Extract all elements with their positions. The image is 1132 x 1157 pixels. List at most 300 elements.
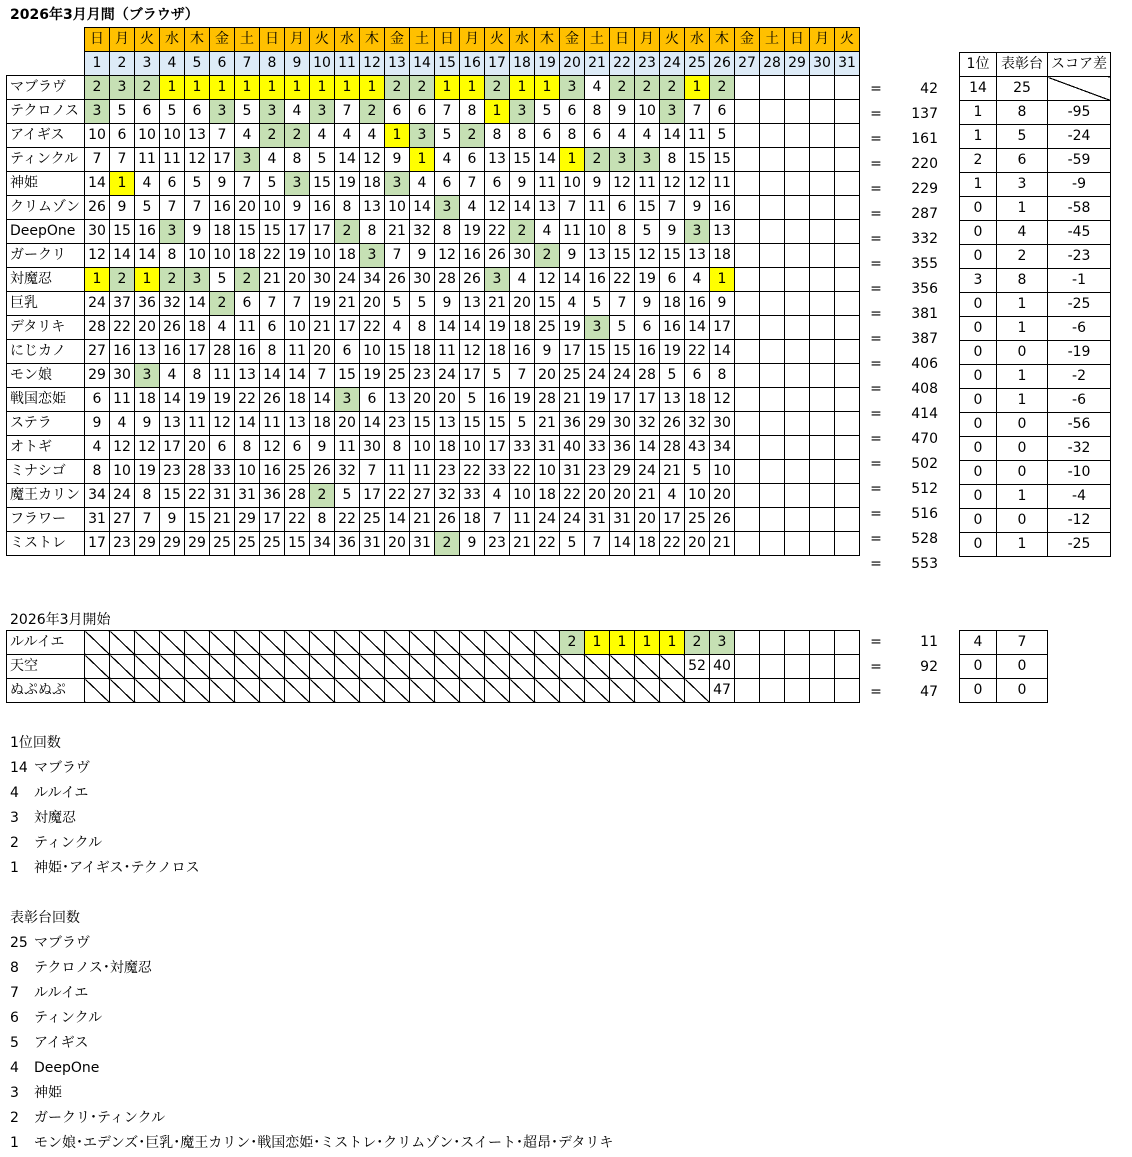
empty-cell bbox=[735, 172, 760, 196]
rank-cell: 22 bbox=[485, 220, 510, 244]
empty-cell bbox=[810, 268, 835, 292]
rank-cell: 28 bbox=[210, 340, 235, 364]
rank-cell: 11 bbox=[635, 172, 660, 196]
total-score: 229 bbox=[911, 181, 938, 197]
rank-cell: 11 bbox=[585, 196, 610, 220]
score-diff: -59 bbox=[1048, 149, 1111, 173]
rank-cell: 23 bbox=[385, 412, 410, 436]
empty-cell bbox=[760, 76, 785, 100]
rank-cell: 9 bbox=[585, 172, 610, 196]
rank-cell: 2 bbox=[610, 76, 635, 100]
total-score: 11 bbox=[920, 634, 938, 650]
rank-cell: 15 bbox=[535, 292, 560, 316]
rank-cell: 21 bbox=[660, 460, 685, 484]
rank-cell: 15 bbox=[585, 340, 610, 364]
title-names: テクロノス･対魔忍 bbox=[34, 960, 152, 976]
score-diff: -58 bbox=[1048, 197, 1111, 221]
rank-cell: 25 bbox=[260, 532, 285, 556]
rank-cell: 12 bbox=[185, 148, 210, 172]
rank-cell: 7 bbox=[335, 100, 360, 124]
rank-cell: 18 bbox=[360, 172, 385, 196]
rank-cell: 31 bbox=[210, 484, 235, 508]
rank-cell: 11 bbox=[685, 124, 710, 148]
total-score: 161 bbox=[911, 131, 938, 147]
empty-cell bbox=[760, 532, 785, 556]
rank-cell: 32 bbox=[160, 292, 185, 316]
day-number-cell: 21 bbox=[585, 52, 610, 76]
empty-cell bbox=[735, 508, 760, 532]
equals-sign: = bbox=[870, 181, 882, 197]
rank-cell: 6 bbox=[710, 100, 735, 124]
rank-cell: 8 bbox=[135, 484, 160, 508]
rank-cell: 24 bbox=[635, 460, 660, 484]
equals-sign: = bbox=[870, 81, 882, 97]
hatched-cell bbox=[185, 679, 210, 703]
empty-cell bbox=[785, 100, 810, 124]
rank-cell: 5 bbox=[235, 100, 260, 124]
new-titles-table bbox=[6, 630, 860, 703]
equals-sign: = bbox=[870, 506, 882, 522]
hatched-cell bbox=[610, 655, 635, 679]
title-names: ティンクル bbox=[34, 835, 103, 851]
rank-cell: 2 bbox=[360, 100, 385, 124]
rank-cell: 10 bbox=[110, 460, 135, 484]
rank-cell: 12 bbox=[460, 340, 485, 364]
rank-cell: 1 bbox=[660, 631, 685, 655]
title-names: ティンクル bbox=[34, 1010, 103, 1026]
hatched-cell bbox=[135, 655, 160, 679]
stats-row bbox=[960, 77, 1111, 101]
weekday-cell: 月 bbox=[110, 28, 135, 52]
empty-cell bbox=[760, 292, 785, 316]
rank-cell: 15 bbox=[260, 220, 285, 244]
day-number-cell: 13 bbox=[385, 52, 410, 76]
rank-cell: 4 bbox=[235, 124, 260, 148]
rank-cell: 6 bbox=[135, 100, 160, 124]
empty-cell bbox=[835, 244, 860, 268]
rank-cell: 2 bbox=[335, 220, 360, 244]
rank-cell: 17 bbox=[285, 220, 310, 244]
table-row bbox=[7, 220, 860, 244]
stats-header: スコア差 bbox=[1048, 53, 1111, 77]
empty-cell bbox=[810, 292, 835, 316]
empty-cell bbox=[760, 412, 785, 436]
empty-cell bbox=[785, 76, 810, 100]
weekday-cell: 金 bbox=[385, 28, 410, 52]
empty-cell bbox=[760, 631, 785, 655]
rank-cell: 29 bbox=[585, 412, 610, 436]
table-row bbox=[7, 631, 860, 655]
rank-cell: 32 bbox=[410, 220, 435, 244]
empty-cell bbox=[810, 460, 835, 484]
rank-cell: 24 bbox=[110, 484, 135, 508]
rank-cell: 2 bbox=[710, 76, 735, 100]
equals-sign: = bbox=[870, 634, 882, 650]
rank-cell: 3 bbox=[385, 172, 410, 196]
day-number-cell: 5 bbox=[185, 52, 210, 76]
rank-cell: 3 bbox=[435, 196, 460, 220]
rank-cell: 2 bbox=[285, 124, 310, 148]
first-count: 0 bbox=[960, 533, 997, 557]
rank-cell: 36 bbox=[335, 532, 360, 556]
rank-cell: 31 bbox=[85, 508, 110, 532]
empty-cell bbox=[810, 172, 835, 196]
rank-cell: 1 bbox=[435, 76, 460, 100]
rank-cell: 11 bbox=[210, 364, 235, 388]
hatched-cell bbox=[260, 679, 285, 703]
rank-cell: 1 bbox=[135, 268, 160, 292]
count-number: 2 bbox=[10, 835, 19, 851]
table-row bbox=[7, 460, 860, 484]
empty-cell bbox=[785, 679, 810, 703]
rank-cell: 19 bbox=[585, 388, 610, 412]
hatched-cell bbox=[485, 655, 510, 679]
rank-cell: 21 bbox=[335, 292, 360, 316]
rank-cell: 8 bbox=[310, 508, 335, 532]
rank-cell: 8 bbox=[660, 148, 685, 172]
total-score: 406 bbox=[911, 356, 938, 372]
weekday-cell: 日 bbox=[435, 28, 460, 52]
rank-cell: 5 bbox=[685, 460, 710, 484]
hatched-cell bbox=[435, 679, 460, 703]
rank-cell: 9 bbox=[110, 196, 135, 220]
title-names: マブラヴ bbox=[34, 760, 90, 776]
list-item bbox=[10, 1006, 613, 1031]
rank-cell: 16 bbox=[260, 460, 285, 484]
score-diff: -6 bbox=[1048, 317, 1111, 341]
empty-cell bbox=[735, 532, 760, 556]
rank-cell: 33 bbox=[510, 436, 535, 460]
rank-cell: 4 bbox=[135, 172, 160, 196]
weekday-cell: 土 bbox=[235, 28, 260, 52]
empty-cell bbox=[785, 412, 810, 436]
new-stats-table bbox=[959, 630, 1048, 703]
rank-cell: 6 bbox=[410, 100, 435, 124]
rank-cell: 7 bbox=[110, 148, 135, 172]
rank-cell: 9 bbox=[185, 220, 210, 244]
rank-cell: 2 bbox=[410, 76, 435, 100]
title-name: テクロノス bbox=[7, 100, 85, 124]
empty-cell bbox=[735, 124, 760, 148]
empty-cell bbox=[835, 412, 860, 436]
empty-cell bbox=[810, 100, 835, 124]
rank-cell: 5 bbox=[485, 364, 510, 388]
rank-cell: 31 bbox=[585, 508, 610, 532]
rank-cell: 4 bbox=[285, 100, 310, 124]
rank-cell: 3 bbox=[135, 364, 160, 388]
rank-cell: 10 bbox=[410, 436, 435, 460]
rank-cell: 1 bbox=[410, 148, 435, 172]
rank-cell: 13 bbox=[660, 388, 685, 412]
rank-cell: 2 bbox=[660, 76, 685, 100]
equals-sign: = bbox=[870, 456, 882, 472]
empty-cell bbox=[735, 292, 760, 316]
rank-cell: 10 bbox=[460, 436, 485, 460]
rank-cell: 6 bbox=[85, 388, 110, 412]
empty-cell bbox=[835, 436, 860, 460]
total-score: 512 bbox=[911, 481, 938, 497]
title-name: フラワー bbox=[7, 508, 85, 532]
title-name: ガークリ bbox=[7, 244, 85, 268]
hatched-cell bbox=[485, 679, 510, 703]
hatched-cell bbox=[485, 631, 510, 655]
rank-cell: 11 bbox=[235, 316, 260, 340]
day-number-cell: 24 bbox=[660, 52, 685, 76]
rank-cell: 8 bbox=[710, 364, 735, 388]
new-titles-heading: 2026年3月開始 bbox=[10, 612, 111, 628]
rank-cell: 1 bbox=[260, 76, 285, 100]
rank-cell: 10 bbox=[85, 124, 110, 148]
rank-cell: 10 bbox=[360, 340, 385, 364]
day-number-cell: 23 bbox=[635, 52, 660, 76]
rank-cell: 2 bbox=[485, 76, 510, 100]
total-score: 528 bbox=[911, 531, 938, 547]
rank-cell: 14 bbox=[410, 196, 435, 220]
hatched-cell bbox=[85, 655, 110, 679]
rank-cell: 29 bbox=[85, 364, 110, 388]
rank-cell: 6 bbox=[535, 124, 560, 148]
rank-cell: 26 bbox=[435, 508, 460, 532]
empty-cell bbox=[785, 532, 810, 556]
rank-cell: 7 bbox=[285, 292, 310, 316]
hatched-cell bbox=[560, 679, 585, 703]
rank-cell: 25 bbox=[535, 316, 560, 340]
rank-cell: 22 bbox=[110, 316, 135, 340]
empty-cell bbox=[810, 532, 835, 556]
rank-cell: 47 bbox=[710, 679, 735, 703]
rank-cell: 15 bbox=[460, 412, 485, 436]
rank-cell: 2 bbox=[435, 532, 460, 556]
rank-cell: 19 bbox=[285, 244, 310, 268]
rank-cell: 7 bbox=[360, 460, 385, 484]
table-row bbox=[7, 196, 860, 220]
rank-cell: 11 bbox=[335, 436, 360, 460]
empty-cell bbox=[810, 388, 835, 412]
title-names: 神姫･アイギス･テクノロス bbox=[34, 860, 200, 876]
rank-cell: 6 bbox=[360, 388, 385, 412]
total-score: 387 bbox=[911, 331, 938, 347]
rank-cell: 20 bbox=[610, 484, 635, 508]
score-diff: -6 bbox=[1048, 389, 1111, 413]
rank-cell: 3 bbox=[110, 76, 135, 100]
rank-cell: 32 bbox=[335, 460, 360, 484]
rank-cell: 7 bbox=[510, 364, 535, 388]
rank-cell: 17 bbox=[360, 484, 385, 508]
rank-cell: 4 bbox=[460, 196, 485, 220]
podium-count: 4 bbox=[997, 221, 1048, 245]
first-count: 0 bbox=[960, 221, 997, 245]
rank-cell: 9 bbox=[210, 172, 235, 196]
rank-cell: 12 bbox=[135, 436, 160, 460]
stats-row bbox=[960, 149, 1111, 173]
rank-cell: 3 bbox=[260, 100, 285, 124]
title-name: 魔王カリン bbox=[7, 484, 85, 508]
rank-cell: 52 bbox=[685, 655, 710, 679]
rank-cell: 10 bbox=[135, 124, 160, 148]
score-diff: -56 bbox=[1048, 413, 1111, 437]
empty-cell bbox=[785, 124, 810, 148]
count-number: 14 bbox=[10, 760, 28, 776]
title-names: マブラヴ bbox=[34, 935, 90, 951]
rank-cell: 2 bbox=[135, 76, 160, 100]
hatched-cell bbox=[185, 631, 210, 655]
rank-cell: 26 bbox=[85, 196, 110, 220]
empty-cell bbox=[785, 340, 810, 364]
rank-cell: 24 bbox=[435, 364, 460, 388]
rank-cell: 28 bbox=[535, 388, 560, 412]
table-row bbox=[7, 655, 860, 679]
score-diff: -12 bbox=[1048, 509, 1111, 533]
empty-cell bbox=[760, 508, 785, 532]
total-score: 502 bbox=[911, 456, 938, 472]
empty-cell bbox=[810, 316, 835, 340]
podium-count: 3 bbox=[997, 173, 1048, 197]
rank-cell: 4 bbox=[635, 124, 660, 148]
rank-cell: 18 bbox=[335, 244, 360, 268]
first-count: 0 bbox=[960, 317, 997, 341]
rank-cell: 8 bbox=[510, 124, 535, 148]
rank-cell: 13 bbox=[385, 388, 410, 412]
table-row bbox=[7, 484, 860, 508]
day-number-cell: 7 bbox=[235, 52, 260, 76]
rank-cell: 9 bbox=[160, 508, 185, 532]
count-number: 4 bbox=[10, 1060, 19, 1076]
rank-cell: 27 bbox=[110, 508, 135, 532]
podium-count: 5 bbox=[997, 125, 1048, 149]
rank-cell: 10 bbox=[160, 124, 185, 148]
rank-cell: 5 bbox=[185, 172, 210, 196]
rank-cell: 15 bbox=[660, 244, 685, 268]
table-row bbox=[7, 172, 860, 196]
rank-cell: 15 bbox=[685, 148, 710, 172]
rank-cell: 3 bbox=[360, 244, 385, 268]
empty-cell bbox=[760, 268, 785, 292]
title-name: ルルイエ bbox=[7, 631, 85, 655]
rank-cell: 1 bbox=[185, 76, 210, 100]
first-count: 1 bbox=[960, 125, 997, 149]
rank-cell: 11 bbox=[135, 148, 160, 172]
title-name: 神姫 bbox=[7, 172, 85, 196]
first-count: 4 bbox=[960, 631, 997, 655]
rank-cell: 16 bbox=[235, 340, 260, 364]
rank-cell: 14 bbox=[535, 148, 560, 172]
count-number: 7 bbox=[10, 985, 19, 1001]
stats-row bbox=[960, 533, 1111, 557]
rank-cell: 17 bbox=[160, 436, 185, 460]
rank-cell: 3 bbox=[85, 100, 110, 124]
empty-cell bbox=[735, 244, 760, 268]
title-name: マブラヴ bbox=[7, 76, 85, 100]
rank-cell: 6 bbox=[460, 148, 485, 172]
weekday-cell: 土 bbox=[585, 28, 610, 52]
podium-count-list bbox=[10, 906, 613, 1156]
first-count: 0 bbox=[960, 509, 997, 533]
rank-cell: 13 bbox=[585, 244, 610, 268]
day-number-cell: 11 bbox=[335, 52, 360, 76]
rank-cell: 31 bbox=[560, 460, 585, 484]
table-row bbox=[7, 340, 860, 364]
rank-cell: 22 bbox=[360, 316, 385, 340]
equals-sign: = bbox=[870, 131, 882, 147]
day-number-cell: 14 bbox=[410, 52, 435, 76]
score-diff: -25 bbox=[1048, 293, 1111, 317]
score-diff: -9 bbox=[1048, 173, 1111, 197]
empty-cell bbox=[835, 148, 860, 172]
empty-cell bbox=[835, 292, 860, 316]
rank-cell: 19 bbox=[135, 460, 160, 484]
rank-cell: 16 bbox=[710, 196, 735, 220]
rank-cell: 13 bbox=[685, 244, 710, 268]
weekday-cell: 火 bbox=[660, 28, 685, 52]
rank-cell: 5 bbox=[535, 100, 560, 124]
rank-cell: 11 bbox=[385, 460, 410, 484]
rank-cell: 3 bbox=[410, 124, 435, 148]
rank-cell: 3 bbox=[485, 268, 510, 292]
weekday-cell: 水 bbox=[510, 28, 535, 52]
empty-cell bbox=[785, 655, 810, 679]
rank-cell: 2 bbox=[460, 124, 485, 148]
title-names: ルルイエ bbox=[34, 785, 89, 801]
rank-cell: 10 bbox=[260, 196, 285, 220]
empty-cell bbox=[785, 460, 810, 484]
rank-cell: 16 bbox=[135, 220, 160, 244]
weekday-cell: 月 bbox=[285, 28, 310, 52]
monthly-ranking-table bbox=[6, 27, 860, 556]
rank-cell: 18 bbox=[535, 484, 560, 508]
rank-cell: 9 bbox=[535, 340, 560, 364]
rank-cell: 17 bbox=[210, 148, 235, 172]
podium-count: 2 bbox=[997, 245, 1048, 269]
title-name: 対魔忍 bbox=[7, 268, 85, 292]
hatched-cell bbox=[685, 679, 710, 703]
rank-cell: 20 bbox=[185, 436, 210, 460]
equals-sign: = bbox=[870, 556, 882, 572]
rank-cell: 2 bbox=[535, 244, 560, 268]
rank-cell: 17 bbox=[710, 316, 735, 340]
empty-cell bbox=[835, 484, 860, 508]
weekday-cell: 日 bbox=[610, 28, 635, 52]
empty-cell bbox=[760, 655, 785, 679]
equals-sign: = bbox=[870, 331, 882, 347]
podium-count: 0 bbox=[997, 341, 1048, 365]
rank-cell: 11 bbox=[560, 220, 585, 244]
rank-cell: 10 bbox=[285, 316, 310, 340]
rank-cell: 17 bbox=[185, 340, 210, 364]
hatched-cell bbox=[110, 655, 135, 679]
rank-cell: 15 bbox=[160, 484, 185, 508]
stats-header-row bbox=[960, 53, 1111, 77]
count-number: 1 bbox=[10, 860, 19, 876]
rank-cell: 14 bbox=[660, 124, 685, 148]
empty-cell bbox=[810, 196, 835, 220]
score-diff: -24 bbox=[1048, 125, 1111, 149]
rank-cell: 5 bbox=[210, 268, 235, 292]
rank-cell: 19 bbox=[485, 316, 510, 340]
rank-cell: 14 bbox=[635, 436, 660, 460]
hatched-cell bbox=[460, 631, 485, 655]
table-row bbox=[7, 436, 860, 460]
rank-cell: 4 bbox=[610, 124, 635, 148]
rank-cell: 12 bbox=[435, 244, 460, 268]
rank-cell: 7 bbox=[460, 172, 485, 196]
weekday-cell: 火 bbox=[310, 28, 335, 52]
rank-cell: 4 bbox=[110, 412, 135, 436]
rank-cell: 17 bbox=[485, 436, 510, 460]
stats-row bbox=[960, 389, 1111, 413]
rank-cell: 33 bbox=[210, 460, 235, 484]
rank-cell: 4 bbox=[685, 268, 710, 292]
rank-cell: 28 bbox=[660, 436, 685, 460]
